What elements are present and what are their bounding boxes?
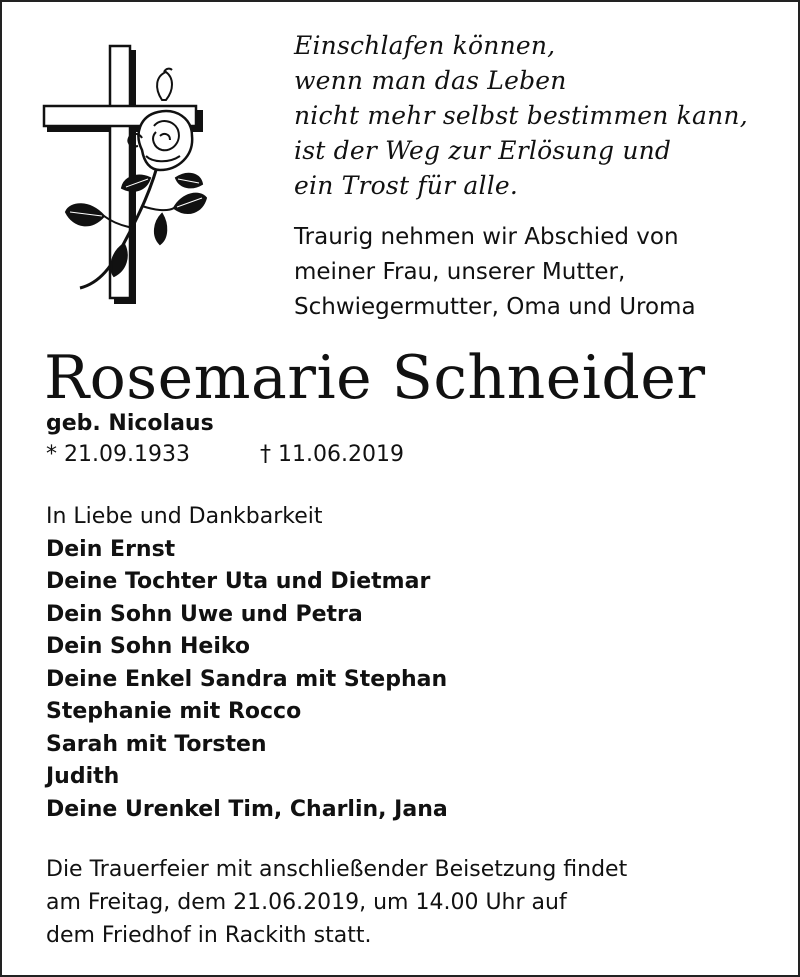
family-member: Deine Tochter Uta und Dietmar bbox=[46, 569, 431, 594]
family-member: Sarah mit Torsten bbox=[46, 731, 267, 757]
service-line: Die Trauerfeier mit anschließender Beisetzung findet bbox=[46, 857, 628, 882]
poem-line: wenn man das Leben bbox=[294, 66, 567, 95]
maiden-name: geb. Nicolaus bbox=[46, 411, 214, 436]
birth-date: * 21.09.1933 bbox=[46, 442, 190, 467]
family-member: Deine Urenkel Tim, Charlin, Jana bbox=[46, 796, 448, 822]
service-line: dem Friedhof in Rackith statt. bbox=[46, 923, 372, 948]
family-member: Dein Sohn Uwe und Petra bbox=[46, 601, 363, 627]
poem bbox=[294, 28, 789, 203]
family-member: Judith bbox=[46, 764, 120, 789]
family-member: Stephanie mit Rocco bbox=[46, 699, 302, 724]
family-member: Dein Ernst bbox=[46, 536, 176, 562]
intro-line: Schwiegermutter, Oma und Uroma bbox=[294, 294, 696, 320]
family-member: Dein Sohn Heiko bbox=[46, 634, 251, 659]
poem-line: Einschlafen können, bbox=[294, 31, 556, 60]
intro-line: meiner Frau, unserer Mutter, bbox=[294, 259, 626, 285]
death-date: † 11.06.2019 bbox=[260, 442, 404, 467]
cross-with-rose-icon bbox=[42, 38, 207, 308]
poem-line: ist der Weg zur Erlösung und bbox=[294, 136, 672, 165]
poem-line: nicht mehr selbst bestimmen kann, bbox=[294, 101, 748, 130]
family-member: Deine Enkel Sandra mit Stephan bbox=[46, 666, 448, 692]
family-signatures bbox=[46, 501, 448, 826]
service-line: am Freitag, dem 21.06.2019, um 14.00 Uhr auf bbox=[46, 890, 567, 915]
poem-line: ein Trost für alle. bbox=[294, 171, 519, 200]
life-dates bbox=[46, 440, 404, 470]
deceased-name: Rosemarie Schneider bbox=[44, 343, 706, 413]
intro-line: Traurig nehmen wir Abschied von bbox=[294, 224, 679, 250]
funeral-service-info bbox=[46, 853, 786, 952]
family-opener: In Liebe und Dankbarkeit bbox=[46, 504, 323, 529]
farewell-intro bbox=[294, 220, 794, 325]
